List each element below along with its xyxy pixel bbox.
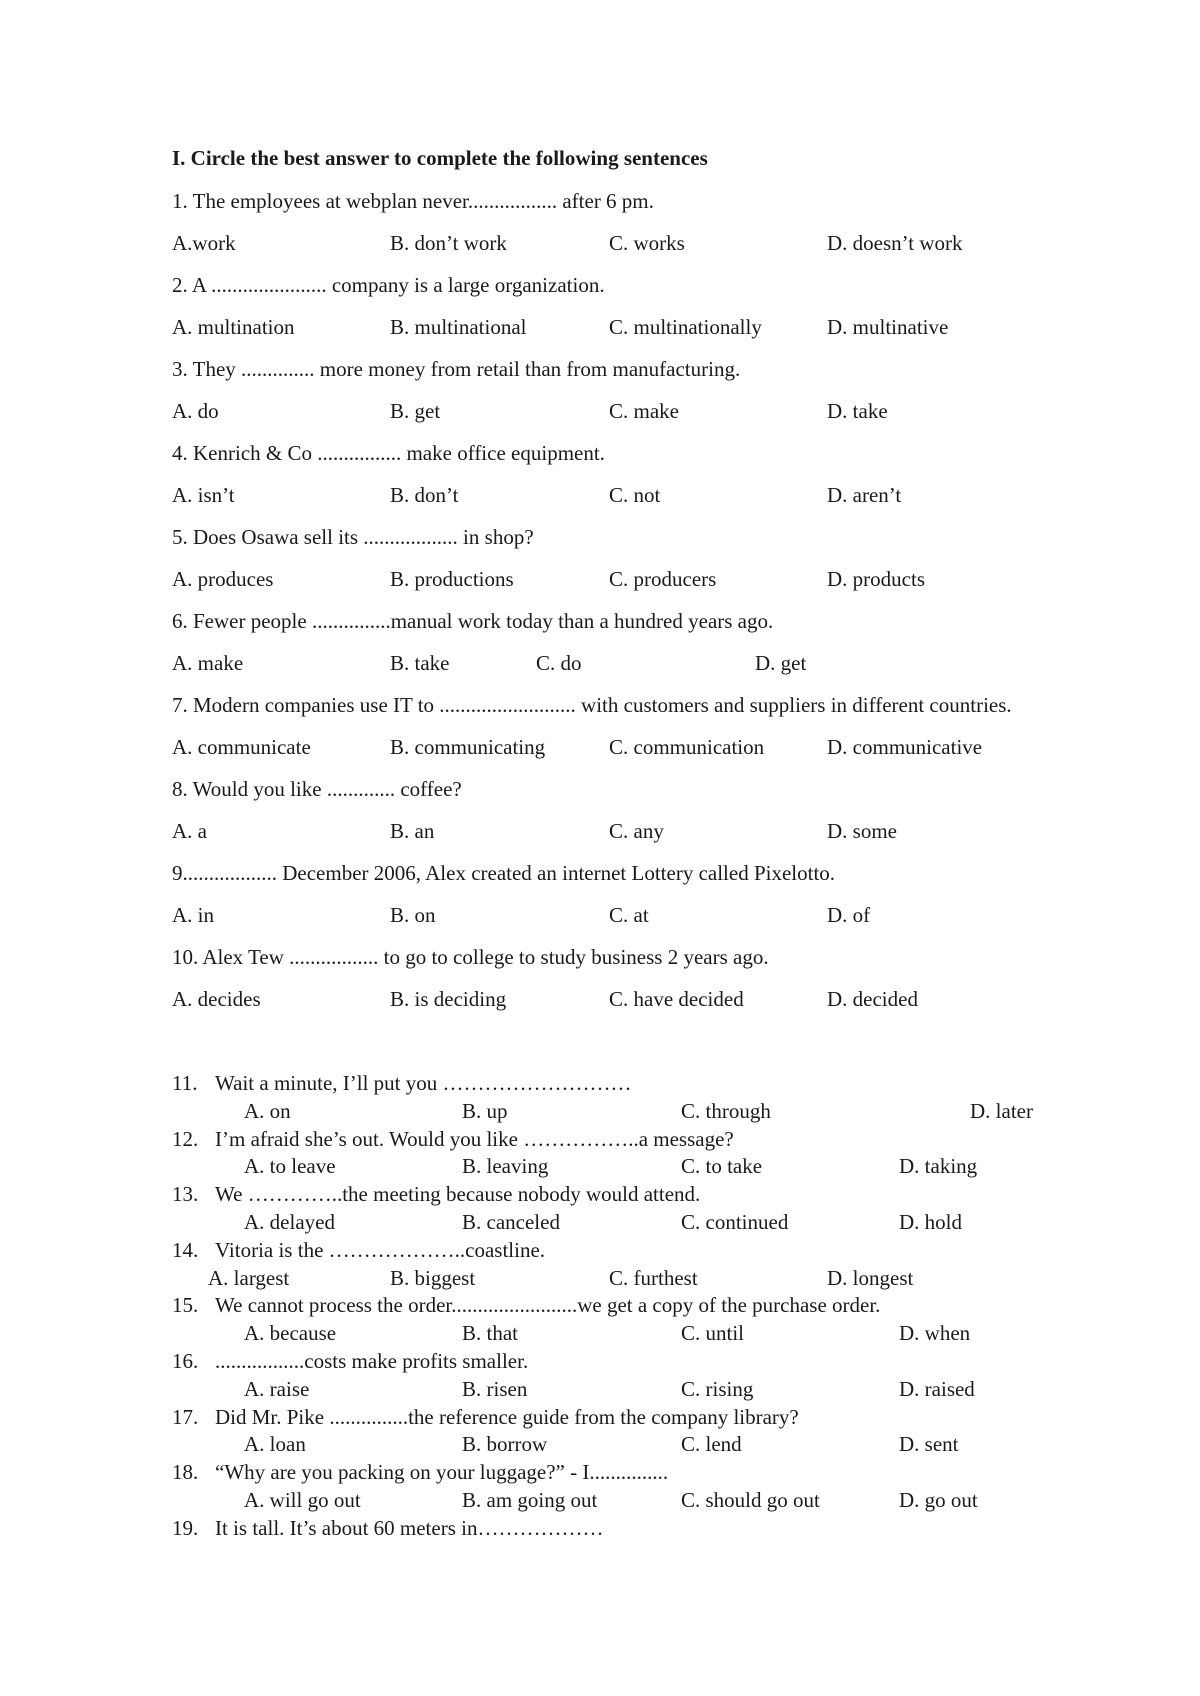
option-d[interactable]: D. multinative <box>827 315 949 339</box>
section-title: I. Circle the best answer to complete the following sentences <box>172 146 708 170</box>
option-c[interactable]: C. producers <box>609 567 717 591</box>
question-11 <box>172 1070 1072 1098</box>
question-14-options <box>172 1265 1072 1293</box>
option-d[interactable]: D. go out <box>899 1487 978 1512</box>
option-d[interactable]: D. get <box>755 651 807 675</box>
question-17-options <box>172 1431 1072 1459</box>
question-18 <box>172 1459 1072 1487</box>
question-11-options <box>172 1098 1072 1126</box>
question-text: Wait a minute, I’ll put you ……………………… <box>215 1071 632 1095</box>
question-2: 2. A ...................... company is a large organization. <box>172 273 605 297</box>
option-b[interactable]: B. leaving <box>462 1154 549 1179</box>
question-text: Did Mr. Pike ...............the reference guide from the company library? <box>215 1404 799 1429</box>
option-a[interactable]: A. loan <box>244 1432 306 1457</box>
option-d[interactable]: D. longest <box>827 1265 914 1290</box>
question-5: 5. Does Osawa sell its .................. in shop? <box>172 525 534 549</box>
question-6: 6. Fewer people ...............manual work today than a hundred years ago. <box>172 609 774 633</box>
option-d[interactable]: D. of <box>827 903 871 927</box>
option-c[interactable]: C. do <box>536 651 582 675</box>
question-16 <box>172 1348 1072 1376</box>
question-number: 15. <box>172 1293 199 1318</box>
option-d[interactable]: D. when <box>899 1321 971 1346</box>
option-b[interactable]: B. productions <box>390 567 514 591</box>
option-a[interactable]: A. communicate <box>172 735 311 759</box>
option-d[interactable]: D. communicative <box>827 735 983 759</box>
question-4: 4. Kenrich & Co ................ make office equipment. <box>172 441 605 465</box>
question-text: I’m afraid she’s out. Would you like ……………..a message? <box>215 1126 734 1151</box>
question-12-options <box>172 1153 1072 1181</box>
option-c[interactable]: C. through <box>681 1098 771 1123</box>
option-d[interactable]: D. decided <box>827 987 918 1011</box>
question-4-options <box>172 474 1072 516</box>
option-c[interactable]: C. communication <box>609 735 765 759</box>
question-text: Vitoria is the ………………..coastline. <box>215 1237 546 1262</box>
option-c[interactable]: C. furthest <box>609 1265 698 1290</box>
option-d[interactable]: D. sent <box>899 1432 959 1457</box>
option-b[interactable]: B. up <box>462 1098 508 1123</box>
question-9: 9.................. December 2006, Alex created an internet Lottery called Pixelotto. <box>172 861 836 885</box>
question-1: 1. The employees at webplan never................. after 6 pm. <box>172 189 654 213</box>
option-c[interactable]: C. to take <box>681 1154 763 1179</box>
option-a[interactable]: A. decides <box>172 987 261 1011</box>
option-c[interactable]: C. not <box>609 483 661 507</box>
option-d[interactable]: D. take <box>827 399 888 423</box>
option-a[interactable]: A. do <box>172 399 219 423</box>
question-7: 7. Modern companies use IT to .......................... with customers and suppliers in different countries. <box>172 693 1012 717</box>
option-d[interactable]: D. taking <box>899 1154 978 1179</box>
question-16-options <box>172 1376 1072 1404</box>
question-15 <box>172 1292 1072 1320</box>
question-text: “Why are you packing on your luggage?” - I............... <box>215 1460 669 1485</box>
question-number: 13. <box>172 1182 199 1207</box>
option-d[interactable]: D. products <box>827 567 925 591</box>
question-number: 17. <box>172 1404 199 1429</box>
option-d[interactable]: D. doesn’t work <box>827 231 963 255</box>
option-b[interactable]: B. is deciding <box>390 987 507 1011</box>
option-c[interactable]: C. make <box>609 399 679 423</box>
option-b[interactable]: B. on <box>390 903 436 927</box>
question-6-options <box>172 642 1072 684</box>
option-c[interactable]: C. have decided <box>609 987 744 1011</box>
option-c[interactable]: C. lend <box>681 1432 742 1457</box>
option-a[interactable]: A. largest <box>208 1265 290 1290</box>
option-d[interactable]: D. some <box>827 819 897 843</box>
question-number: 12. <box>172 1126 199 1151</box>
option-b[interactable]: B. don’t <box>390 483 459 507</box>
question-text: It is tall. It’s about 60 meters in……………… <box>215 1515 604 1540</box>
option-a[interactable]: A. to leave <box>244 1154 336 1179</box>
question-7-options <box>172 726 1072 768</box>
option-b[interactable]: B. that <box>462 1321 518 1346</box>
question-number: 16. <box>172 1348 199 1373</box>
question-8: 8. Would you like ............. coffee? <box>172 777 462 801</box>
option-b[interactable]: B. borrow <box>462 1432 548 1457</box>
question-12 <box>172 1126 1072 1154</box>
option-c[interactable]: C. works <box>609 231 685 255</box>
question-text: .................costs make profits smaller. <box>215 1348 529 1373</box>
question-number: 19. <box>172 1515 199 1540</box>
question-text: We …………..the meeting because nobody would attend. <box>215 1182 701 1207</box>
question-17 <box>172 1404 1072 1432</box>
question-9-options <box>172 894 1072 936</box>
option-a[interactable]: A. multination <box>172 315 295 339</box>
question-number: 14. <box>172 1237 199 1262</box>
question-3-options <box>172 390 1072 432</box>
option-b[interactable]: B. don’t work <box>390 231 507 255</box>
question-number: 18. <box>172 1460 199 1485</box>
question-14 <box>172 1237 1072 1265</box>
option-c[interactable]: C. should go out <box>681 1487 820 1512</box>
option-c[interactable]: C. rising <box>681 1376 754 1401</box>
option-a[interactable]: A. delayed <box>244 1209 335 1234</box>
questions-part-1 <box>172 180 1072 1020</box>
questions-part-2 <box>172 1070 1072 1543</box>
option-c[interactable]: C. multinationally <box>609 315 762 339</box>
question-3: 3. They .............. more money from retail than from manufacturing. <box>172 357 741 381</box>
question-1-options <box>172 222 1072 264</box>
option-a[interactable]: A. will go out <box>244 1487 361 1512</box>
option-d[interactable]: D. hold <box>899 1209 962 1234</box>
option-a[interactable]: A. in <box>172 903 214 927</box>
question-2-options <box>172 306 1072 348</box>
option-d[interactable]: D. aren’t <box>827 483 902 507</box>
option-a[interactable]: A. because <box>244 1321 337 1346</box>
option-a[interactable]: A. make <box>172 651 244 675</box>
option-d[interactable]: D. later <box>970 1098 1033 1123</box>
option-c[interactable]: C. at <box>609 903 649 927</box>
option-b[interactable]: B. an <box>390 819 435 843</box>
option-a[interactable]: A. on <box>244 1098 291 1123</box>
question-15-options <box>172 1320 1072 1348</box>
question-18-options <box>172 1487 1072 1515</box>
option-b[interactable]: B. biggest <box>390 1265 476 1290</box>
option-b[interactable]: B. communicating <box>390 735 546 759</box>
option-c[interactable]: C. continued <box>681 1209 789 1234</box>
question-text: We cannot process the order........................we get a copy of the purchase order. <box>215 1293 881 1318</box>
option-b[interactable]: B. take <box>390 651 450 675</box>
option-b[interactable]: B. get <box>390 399 441 423</box>
question-10: 10. Alex Tew ................. to go to college to study business 2 years ago. <box>172 945 769 969</box>
question-number: 11. <box>172 1071 198 1095</box>
option-c[interactable]: C. any <box>609 819 664 843</box>
option-d[interactable]: D. raised <box>899 1376 975 1401</box>
option-b[interactable]: B. risen <box>462 1376 528 1401</box>
option-b[interactable]: B. am going out <box>462 1487 598 1512</box>
option-a[interactable]: A. a <box>172 819 207 843</box>
option-a[interactable]: A. raise <box>244 1376 310 1401</box>
question-8-options <box>172 810 1072 852</box>
question-13-options <box>172 1209 1072 1237</box>
option-a[interactable]: A.work <box>172 231 236 255</box>
option-c[interactable]: C. until <box>681 1321 745 1346</box>
option-a[interactable]: A. isn’t <box>172 483 235 507</box>
question-13 <box>172 1181 1072 1209</box>
option-b[interactable]: B. multinational <box>390 315 527 339</box>
question-10-options <box>172 978 1072 1020</box>
question-19 <box>172 1515 1072 1543</box>
option-b[interactable]: B. canceled <box>462 1209 560 1234</box>
option-a[interactable]: A. produces <box>172 567 274 591</box>
question-5-options <box>172 558 1072 600</box>
